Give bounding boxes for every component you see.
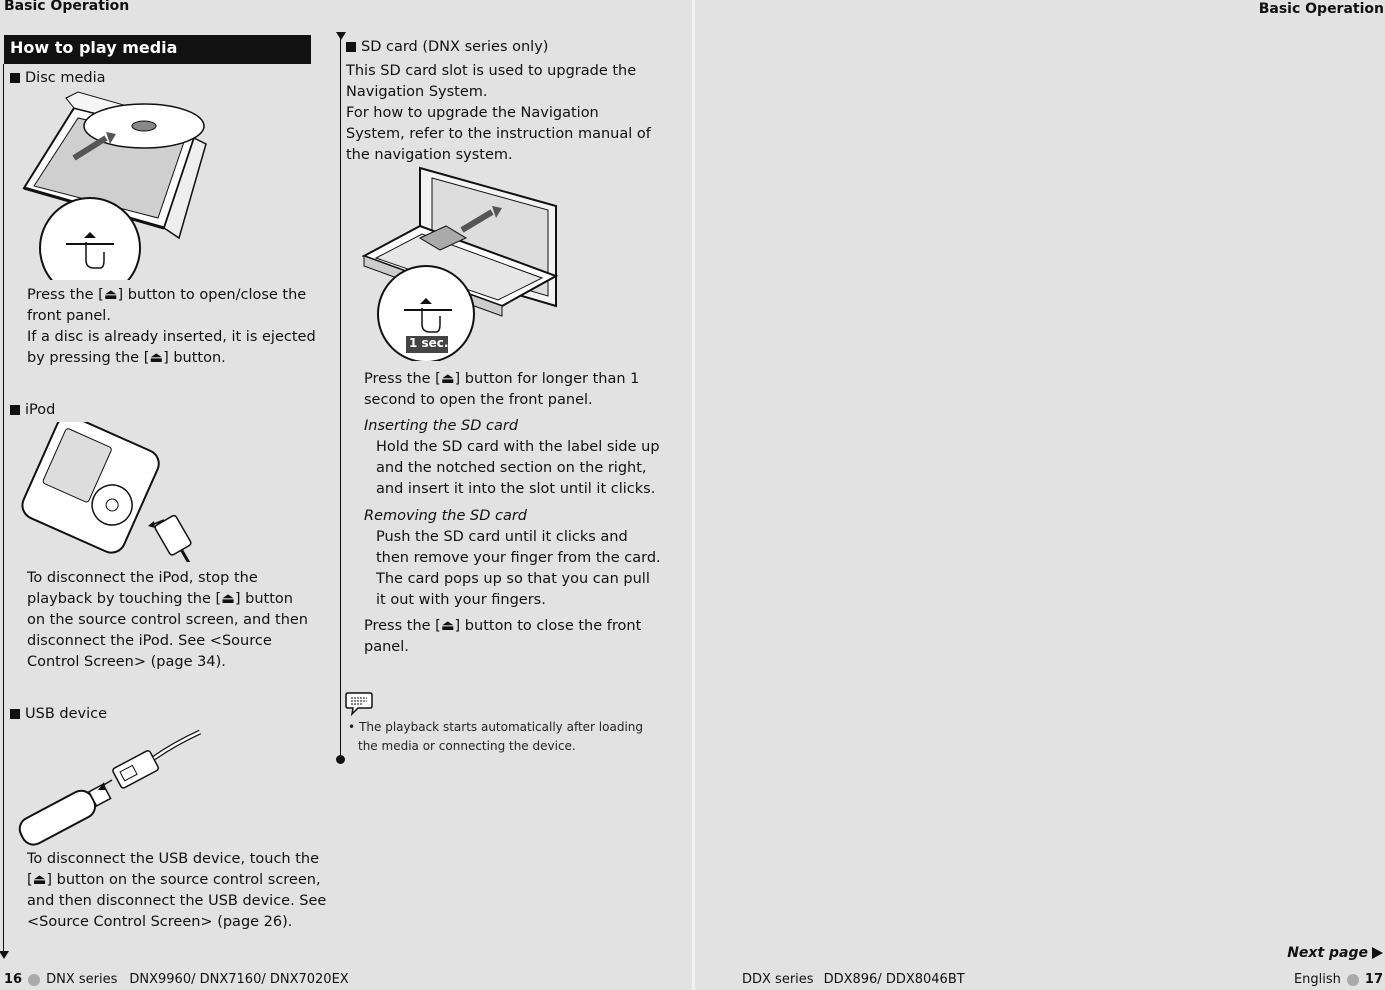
sd-close-text: [364, 616, 641, 658]
square-bullet-icon: [10, 405, 20, 415]
sd-intro-line-1: This SD card slot is used to upgrade the: [346, 63, 637, 79]
running-header-right: Basic Operation: [1258, 1, 1384, 17]
ipod-illustration: [14, 422, 214, 562]
remove-line-2: then remove your finger from the card.: [376, 550, 661, 566]
page-number-right: 17: [1364, 972, 1383, 987]
disc-heading: [10, 70, 106, 86]
usb-instructions: [27, 849, 326, 933]
disc-line-1: Press the [⏏] button to open/close the: [27, 287, 307, 303]
next-page-link[interactable]: [1287, 945, 1383, 961]
disc-instructions: [27, 285, 316, 369]
insert-line-1: Hold the SD card with the label side up: [376, 439, 660, 455]
page-gutter: [692, 0, 695, 990]
footer-models-left: DNX9960/ DNX7160/ DNX7020EX: [129, 972, 349, 987]
ipod-heading: [10, 402, 55, 418]
insert-steps: [376, 437, 660, 500]
usb-illustration: [14, 728, 204, 846]
down-arrow-marker: [336, 32, 346, 40]
sd-unit-illustration: [362, 166, 562, 361]
square-bullet-icon: [10, 709, 20, 719]
remove-steps: [376, 527, 661, 611]
insert-line-2: and the notched section on the right,: [376, 460, 647, 476]
usb-line-1: To disconnect the USB device, touch the: [27, 851, 320, 867]
sd-intro-line-2: Navigation System.: [346, 84, 488, 100]
ipod-heading-label: iPod: [25, 402, 56, 418]
sd-intro-line-4: System, refer to the instruction manual of: [346, 126, 651, 142]
page-number-left: 16: [4, 972, 23, 987]
sd-intro-line-3: For how to upgrade the Navigation: [346, 105, 599, 121]
note-text: [348, 718, 643, 756]
note-icon: [344, 690, 374, 716]
time-label: 1 sec.: [409, 336, 449, 350]
ipod-line-1: To disconnect the iPod, stop the: [27, 570, 258, 586]
left-column-rule: [3, 64, 4, 952]
bullet-dot-icon: •: [348, 720, 356, 734]
close-line-2: panel.: [364, 639, 409, 655]
sd-heading-label: SD card (DNX series only): [361, 39, 549, 55]
remove-title: Removing the SD card: [364, 508, 528, 524]
right-column-rule: [340, 36, 341, 760]
down-arrow-marker: [0, 951, 9, 959]
triangle-right-icon: [1372, 947, 1383, 959]
disc-heading-label: Disc media: [25, 70, 106, 86]
footer-right: [1294, 972, 1383, 987]
footer-dot-icon: [28, 974, 40, 986]
footer-models-right: DDX896/ DDX8046BT: [823, 972, 965, 987]
footer-language: English: [1293, 972, 1341, 987]
close-line-1: Press the [⏏] button to close the front: [364, 618, 642, 634]
disc-unit-illustration: [14, 88, 214, 280]
sd-intro: [346, 61, 651, 166]
remove-line-3: The card pops up so that you can pull: [376, 571, 650, 587]
note-line-2: the media or connecting the device.: [358, 739, 576, 753]
sd-press-line-2: second to open the front panel.: [364, 392, 593, 408]
sd-intro-line-5: the navigation system.: [346, 147, 513, 163]
usb-heading-label: USB device: [25, 706, 108, 722]
footer-dot-icon: [1347, 974, 1359, 986]
ipod-line-2: playback by touching the [⏏] button: [27, 591, 293, 607]
insert-line-3: and insert it into the slot until it clicks.: [376, 481, 656, 497]
ipod-line-3: on the source control screen, and then: [27, 612, 309, 628]
insert-title: Inserting the SD card: [364, 418, 519, 434]
disc-line-4: by pressing the [⏏] button.: [27, 350, 226, 366]
footer-left: [4, 972, 349, 987]
ipod-line-4: disconnect the iPod. See <Source: [27, 633, 272, 649]
square-bullet-icon: [346, 42, 356, 52]
remove-line-1: Push the SD card until it clicks and: [376, 529, 628, 545]
next-page-label: Next page: [1287, 945, 1368, 961]
section-title: How to play media: [4, 35, 311, 64]
disc-line-2: front panel.: [27, 308, 111, 324]
sd-press-line-1: Press the [⏏] button for longer than 1: [364, 371, 640, 387]
usb-line-3: and then disconnect the USB device. See: [27, 893, 327, 909]
note-line-1: The playback starts automatically after loading: [359, 720, 643, 734]
running-header-left: Basic Operation: [4, 0, 130, 14]
footer-series-right: DDX series: [742, 972, 814, 987]
ipod-line-5: Control Screen> (page 34).: [27, 654, 226, 670]
usb-line-2: [⏏] button on the source control screen,: [27, 872, 321, 888]
usb-heading: [10, 706, 107, 722]
square-bullet-icon: [10, 73, 20, 83]
usb-line-4: <Source Control Screen> (page 26).: [27, 914, 293, 930]
footer-right-models: [742, 972, 965, 987]
sd-heading: [346, 39, 548, 55]
ipod-instructions: [27, 568, 308, 673]
footer-series-left: DNX series: [46, 972, 118, 987]
sd-press-text: [364, 369, 639, 411]
disc-line-3: If a disc is already inserted, it is ejected: [27, 329, 316, 345]
end-dot-marker: [336, 755, 345, 764]
remove-line-4: it out with your fingers.: [376, 592, 546, 608]
